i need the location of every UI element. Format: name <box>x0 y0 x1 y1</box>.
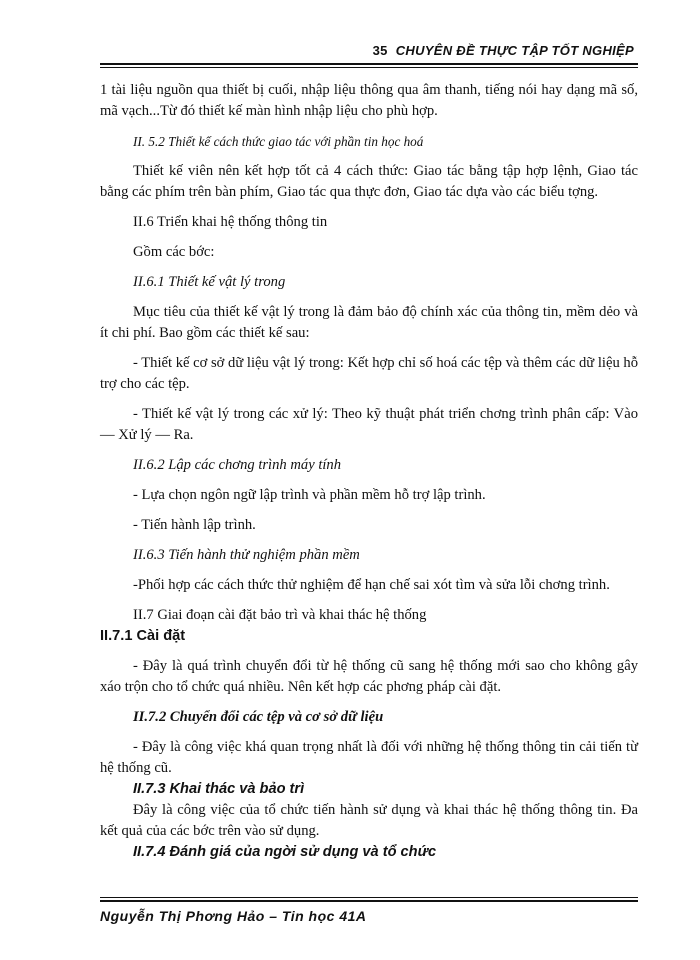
header-title: CHUYÊN ĐỀ THỰC TẬP TỐT NGHIỆP <box>395 43 634 58</box>
section-heading: II.7 Giai đoạn cài đặt bảo trì và khai thác hệ thống <box>133 607 427 623</box>
page-header <box>100 44 638 64</box>
footer-rule-thin <box>100 897 638 898</box>
header-rule-thin <box>100 67 638 68</box>
page-number: 35 <box>372 43 388 58</box>
footer-author: Nguyễn Thị Phơng Hảo – Tin học 41A <box>100 908 367 924</box>
section-heading: II. 5.2 Thiết kế cách thức giao tác với phần tin học hoá <box>133 134 424 149</box>
footer-rule <box>100 900 638 902</box>
section-heading: II.7.2 Chuyển đổi các tệp và cơ sở dữ liệu <box>133 709 384 725</box>
section-heading: II.7.1 Cài đặt <box>100 628 186 644</box>
list-item: - Thiết kế vật lý trong các xử lý: Theo kỹ thuật phát triển chơng trình phân cấp: Vào — Xử lý — Ra. <box>100 406 638 443</box>
paragraph: - Đây là quá trình chuyển đổi từ hệ thống cũ sang hệ thống mới sao cho không gây xáo trộn cho tổ chức quá nhiều. Nên kết hợp các phơng pháp cài đặt. <box>100 658 638 695</box>
paragraph: Đây là công việc của tổ chức tiến hành sử dụng và khai thác hệ thống thông tin. Đa kết quả của các bớc trên vào sử dụng. <box>100 802 638 839</box>
paragraph: Mục tiêu của thiết kế vật lý trong là đảm bảo độ chính xác của thông tin, mềm dẻo và ít chi phí. Bao gồm các thiết kế sau: <box>100 304 638 341</box>
paragraph: Thiết kế viên nên kết hợp tốt cả 4 cách thức: Giao tác bằng tập hợp lệnh, Giao tác bằng các phím trên bàn phím, Giao tác qua thực đơn, Giao tác dựa vào các biểu tợng. <box>100 163 638 200</box>
section-heading: II.6.3 Tiến hành thử nghiệm phần mềm <box>133 547 360 563</box>
section-heading: II.7.3 Khai thác và bảo trì <box>133 781 305 797</box>
paragraph: 1 tài liệu nguồn qua thiết bị cuối, nhập liệu thông qua âm thanh, tiếng nói hay dạng mã số, mã vạch...Từ đó thiết kế màn hình nhập liệu cho phù hợp. <box>100 82 638 119</box>
section-heading: II.6.2 Lập các chơng trình máy tính <box>133 457 342 473</box>
section-heading: II.6 Triển khai hệ thống thông tin <box>133 214 328 230</box>
paragraph: Gồm các bớc: <box>133 244 215 260</box>
section-heading: II.7.4 Đánh giá của ngời sử dụng và tổ chức <box>133 844 437 860</box>
list-item: - Lựa chọn ngôn ngữ lập trình và phần mềm hỗ trợ lập trình. <box>133 487 486 503</box>
list-item: - Thiết kế cơ sở dữ liệu vật lý trong: Kết hợp chỉ số hoá các tệp và thêm các dữ liệu hỗ trợ cho các tệp. <box>100 355 638 392</box>
paragraph: - Đây là công việc khá quan trọng nhất là đối với những hệ thống thông tin cải tiến từ hệ thống cũ. <box>100 739 638 776</box>
section-heading: II.6.1 Thiết kế vật lý trong <box>133 274 286 290</box>
paragraph: -Phối hợp các cách thức thử nghiệm để hạn chế sai xót tìm và sửa lỗi chơng trình. <box>133 577 610 593</box>
page-body <box>100 80 638 863</box>
list-item: - Tiến hành lập trình. <box>133 517 256 533</box>
header-rule <box>100 63 638 65</box>
